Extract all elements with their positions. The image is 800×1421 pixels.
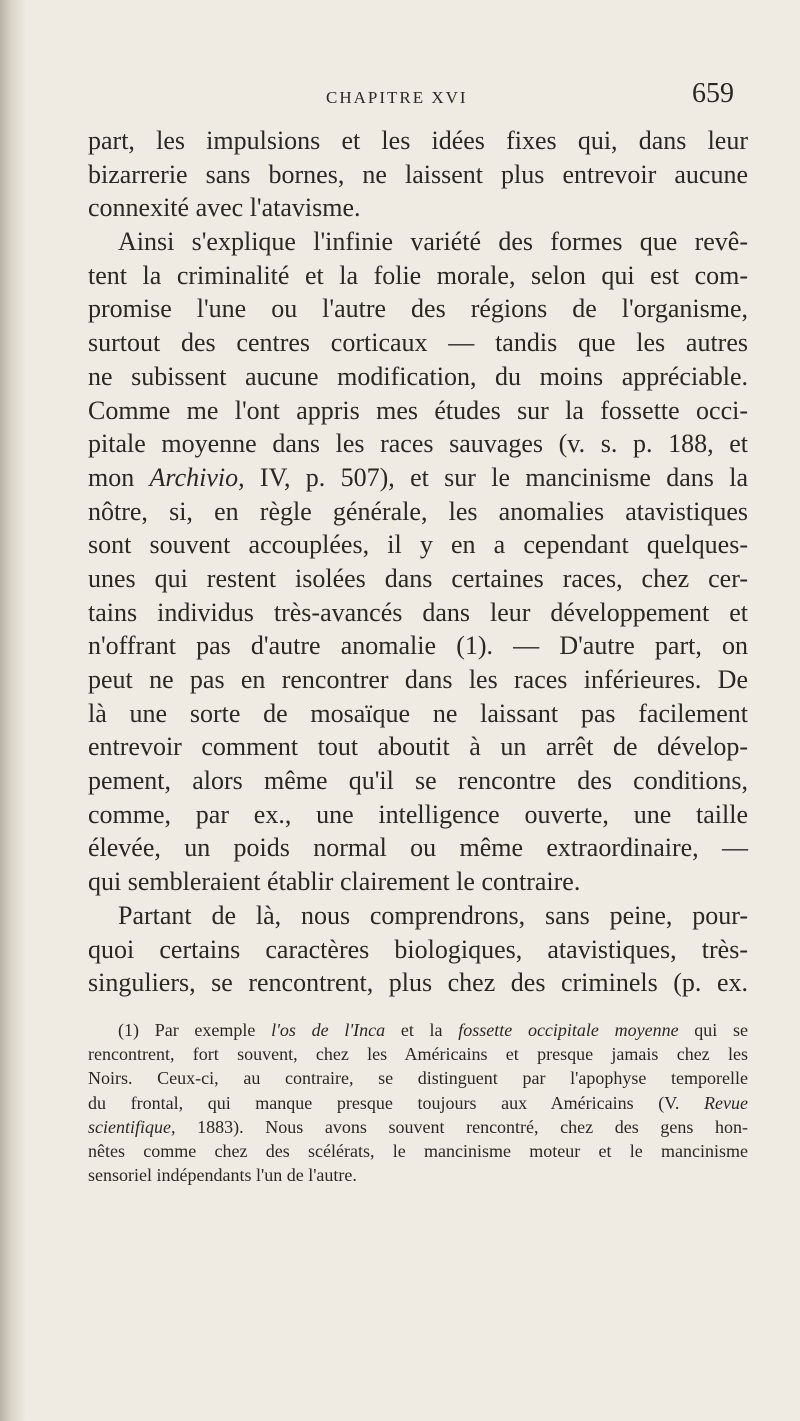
footnote-line: sensoriel indépendants l'un de l'autre. (88, 1165, 357, 1186)
text-line: Ainsi s'explique l'infinie variété des formes que revê- (118, 227, 748, 257)
footnote-line (88, 1018, 748, 1042)
text-line: tent la criminalité et la folie morale, selon qui est com- (88, 260, 748, 290)
footnote-line: nêtes comme chez des scélérats, le mancinisme moteur et le mancinisme (88, 1140, 748, 1161)
text-line: bizarrerie sans bornes, ne laissent plus entrevoir aucune (88, 159, 748, 189)
footnote-line (88, 1091, 748, 1115)
text-line: promise l'une ou l'autre des régions de l'organisme, (88, 294, 748, 324)
italic-term: fossette occipitale moyenne (458, 1020, 679, 1040)
text-line: nôtre, si, en règle générale, les anomalies atavistiques (88, 496, 748, 526)
text-line: comme, par ex., une intelligence ouverte, une taille (88, 799, 748, 829)
text-line: part, les impulsions et les idées fixes qui, dans leur (88, 126, 748, 155)
text-segment: IV, p. 507), et sur le mancinisme dans la (244, 462, 748, 492)
text-segment: et la (385, 1020, 459, 1040)
text-line: pement, alors même qu'il se rencontre des conditions, (88, 766, 748, 796)
text-segment: du frontal, qui manque presque toujours aux Américains (V. (88, 1092, 705, 1113)
footnote-line: Noirs. Ceux-ci, au contraire, se distinguent par l'apophyse temporelle (88, 1068, 748, 1089)
page-header (0, 78, 800, 118)
text-line: Comme me l'ont appris mes études sur la fossette occi- (88, 395, 748, 425)
footnote-line: rencontrent, fort souvent, chez les Américains et presque jamais chez les (88, 1044, 748, 1065)
text-line: n'offrant pas d'autre anomalie (1). — D'autre part, on (88, 631, 748, 661)
text-line: Partant de là, nous comprendrons, sans peine, pour- (118, 900, 748, 930)
text-line: là une sorte de mosaïque ne laissant pas facilement (88, 698, 748, 728)
text-line: ne subissent aucune modification, du moins appréciable. (88, 361, 748, 391)
text-line: qui sembleraient établir clairement le contraire. (88, 867, 581, 897)
text-line: pitale moyenne dans les races sauvages (v. s. p. 188, et (88, 429, 748, 459)
running-title: CHAPITRE XVI (326, 88, 468, 107)
footnote-line (88, 1115, 748, 1139)
footnote (88, 1018, 748, 1187)
main-text (88, 124, 748, 1000)
text-line: élevée, un poids normal ou même extraordinaire, — (88, 833, 748, 863)
text-segment: 1883). Nous avons souvent rencontré, chez des gens hon- (175, 1116, 748, 1137)
italic-citation: Archivio, (149, 462, 245, 492)
text-line: singuliers, se rencontrent, plus chez des criminels (p. ex. (88, 968, 748, 998)
italic-journal: Revue (704, 1092, 748, 1113)
text-line: entrevoir comment tout aboutit à un arrêt de dévelop- (88, 732, 748, 762)
text-line: tains individus très-avancés dans leur développement et (88, 597, 748, 627)
italic-journal: scientifique, (88, 1116, 176, 1137)
text-line: connexité avec l'atavisme. (88, 193, 361, 223)
text-segment: qui se (678, 1020, 748, 1040)
text-line: surtout des centres corticaux — tandis que les autres (88, 328, 748, 358)
text-line: peut ne pas en rencontrer dans les races inférieures. De (88, 665, 748, 694)
text-line: sont souvent accouplées, il y en a cependant quelques- (88, 530, 748, 560)
text-line: unes qui restent isolées dans certaines races, chez cer- (88, 563, 748, 593)
page-number: 659 (692, 78, 734, 109)
text-segment: mon (88, 462, 150, 492)
page-binding-edge (0, 0, 26, 1421)
text-segment: (1) Par exemple (118, 1020, 272, 1040)
italic-term: l'os de l'Inca (271, 1020, 386, 1040)
text-line: quoi certains caractères biologiques, atavistiques, très- (88, 934, 748, 964)
text-line (88, 461, 748, 495)
